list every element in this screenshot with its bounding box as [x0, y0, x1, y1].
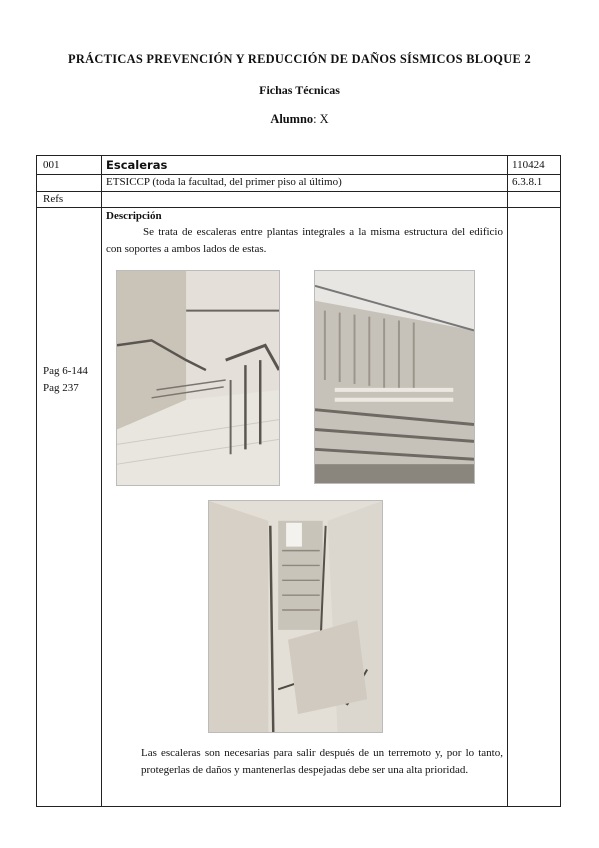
- stair-photo-stairwell: [208, 500, 383, 733]
- sheet-location: ETSICCP (toda la facultad, del primer piso al último): [106, 176, 342, 188]
- row-divider: [37, 191, 560, 192]
- description-heading: Descripción: [106, 210, 162, 222]
- page-ref: Pag 6-144: [43, 365, 88, 377]
- stair-photo-underside: [314, 270, 475, 484]
- column-divider: [507, 156, 508, 806]
- refs-label: Refs: [43, 193, 64, 205]
- student-label: Alumno: [270, 112, 314, 126]
- sheet-name: Escaleras: [106, 158, 168, 172]
- stair-photo-descending: [116, 270, 280, 486]
- closing-text: Las escaleras son necesarias para salir después de un terremoto y, por lo tanto, protegerlas de daños y mantenerlas despejadas debe ser una alta prioridad.: [141, 747, 503, 776]
- student-line: [0, 112, 599, 127]
- page-title: PRÁCTICAS PREVENCIÓN Y REDUCCIÓN DE DAÑOS SÍSMICOS BLOQUE 2: [68, 52, 531, 66]
- sheet-code: 110424: [512, 159, 545, 171]
- technical-sheet-table: [36, 155, 561, 807]
- description-text: Se trata de escaleras entre plantas integrales a la misma estructura del edificio con soportes a ambos lados de estas.: [106, 226, 503, 255]
- column-divider: [101, 156, 102, 806]
- student-value: : X: [313, 112, 329, 126]
- row-divider: [37, 207, 560, 208]
- page-subtitle: Fichas Técnicas: [259, 83, 340, 97]
- row-divider: [37, 174, 560, 175]
- sheet-subcode: 6.3.8.1: [512, 176, 543, 188]
- page-ref: Pag 237: [43, 382, 79, 394]
- sheet-number: 001: [43, 159, 60, 171]
